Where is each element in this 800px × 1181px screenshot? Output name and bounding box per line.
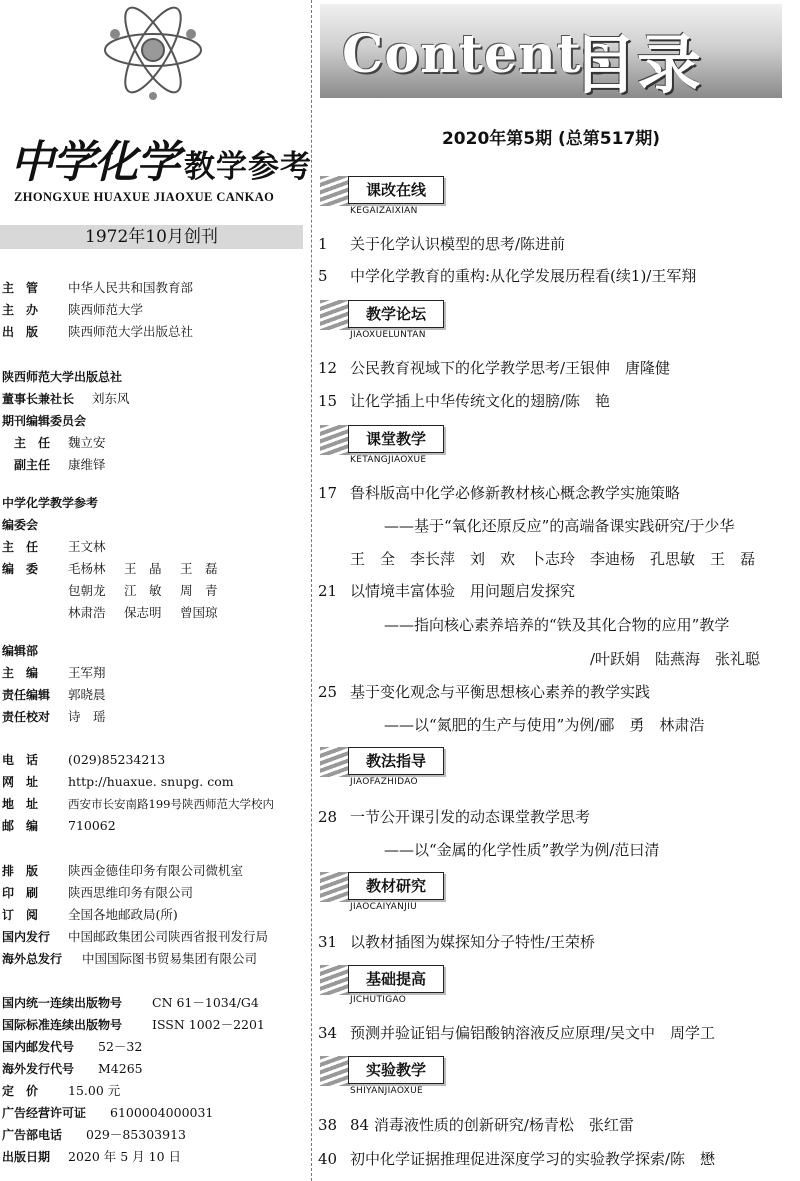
info-value: 陕西师范大学: [68, 302, 144, 317]
page-number: 5: [318, 267, 328, 285]
member-name: 林肃浩: [68, 605, 106, 620]
member-name: 江 敏: [124, 583, 162, 598]
info-key: 国内邮发代号: [2, 1040, 75, 1054]
contact-block: [2, 749, 274, 837]
editorial-block: [2, 640, 106, 728]
toc-entry[interactable]: [318, 233, 565, 254]
member-name: 包朝龙: [68, 583, 106, 598]
info-value: 魏立安: [68, 435, 106, 450]
info-key: 定 价: [2, 1084, 39, 1098]
info-value: 6100004000031: [110, 1105, 214, 1120]
masthead-column: [0, 0, 312, 1181]
info-key: 董事长兼社长: [2, 392, 75, 406]
info-key: 责任编辑: [2, 688, 51, 702]
entry-title: 基于变化观念与平衡思想核心素养的教学实践: [350, 683, 651, 701]
info-key: 主 管: [2, 281, 39, 295]
member-name: 王 磊: [180, 561, 218, 576]
stripe-icon: [320, 965, 350, 995]
entry-title: 中学化学教育的重构:从化学发展历程看(续1)/王军翔: [350, 267, 697, 285]
logo-print: 教学参考: [184, 149, 312, 185]
entry-subtitle: ——基于“氧化还原反应”的高端备课实践研究/于少华: [384, 517, 735, 535]
info-key: 地 址: [2, 797, 39, 811]
contents-banner: [320, 4, 782, 103]
info-key: 广告部电话: [2, 1128, 63, 1142]
info-key: 广告经营许可证: [2, 1106, 87, 1120]
page-number: 38: [318, 1116, 338, 1134]
section-title: 教法指导: [348, 747, 444, 775]
toc-entry[interactable]: [318, 482, 680, 503]
section-pinyin: JIAOCAIYANJIU: [350, 902, 417, 912]
info-value: 15.00 元: [68, 1083, 121, 1098]
editorial-heading: 编辑部: [2, 644, 39, 658]
page-number: 34: [318, 1024, 338, 1042]
printing-block: [2, 860, 268, 970]
page-number: 28: [318, 808, 338, 826]
info-key: 主 编: [2, 666, 39, 680]
toc-entry[interactable]: [318, 357, 670, 378]
info-key: 印 刷: [2, 886, 39, 900]
entry-title: 关于化学认识模型的思考/陈进前: [350, 235, 566, 253]
board-block: [2, 492, 236, 624]
info-key: 主 办: [2, 303, 39, 317]
info-key: 邮 编: [2, 819, 39, 833]
member-name: 毛杨林: [68, 561, 106, 576]
info-key: 海外发行代号: [2, 1062, 75, 1076]
section-pinyin: KETANGJIAOXUE: [350, 455, 427, 465]
page-number: 21: [318, 582, 338, 600]
page-number: 31: [318, 933, 338, 951]
press-block: [2, 366, 130, 476]
info-value: http://huaxue. snupg. com: [68, 774, 234, 789]
section-header: [318, 176, 518, 220]
page-number: 15: [318, 392, 338, 410]
section-header: [318, 965, 518, 1009]
section-pinyin: SHIYANJIAOXUE: [350, 1086, 423, 1096]
entry-title: 鲁科版高中化学必修新教材核心概念教学实施策略: [350, 484, 681, 502]
page-number: 40: [318, 1150, 338, 1168]
member-name: 王 晶: [124, 561, 162, 576]
info-value: 郭晓晨: [68, 687, 106, 702]
info-value: 中国国际图书贸易集团有限公司: [82, 951, 258, 966]
contents-title-cn: 目录: [573, 29, 701, 103]
toc-entry[interactable]: [318, 806, 590, 827]
info-value: 中国邮政集团公司陕西省报刊发行局: [68, 929, 269, 944]
section-title: 基础提高: [348, 965, 444, 993]
stripe-icon: [320, 300, 350, 330]
logo-english: ZHONGXUE HUAXUE JIAOXUE CANKAO: [14, 190, 275, 204]
member-name: 周 青: [180, 583, 218, 598]
info-key: 编 委: [2, 562, 39, 576]
toc-entry[interactable]: [318, 931, 595, 952]
info-value: 029－85303913: [86, 1127, 186, 1142]
info-value: 中华人民共和国教育部: [68, 280, 194, 295]
info-value: (029)85234213: [68, 752, 166, 767]
info-key: 副主任: [14, 458, 51, 472]
info-key: 主 任: [14, 436, 51, 450]
info-value: 王军翔: [68, 665, 106, 680]
section-title: 教材研究: [348, 872, 444, 900]
stripe-icon: [320, 872, 350, 902]
entry-subtitle: ——以“氮肥的生产与使用”为例/郦 勇 林肃浩: [384, 716, 705, 734]
column-divider: [311, 0, 312, 1181]
toc-entry[interactable]: [318, 265, 696, 286]
info-value: 全国各地邮政局(所): [68, 907, 178, 922]
info-value: 52－32: [98, 1039, 143, 1054]
section-title: 实验教学: [348, 1056, 444, 1084]
entry-authors: 王 全 李长萍 刘 欢 卜志玲 李迪杨 孔思敏 王 磊: [350, 550, 756, 568]
entry-subtitle: ——指向核心素养培养的“铁及其化合物的应用”教学: [384, 616, 730, 634]
entry-title: 让化学插上中华传统文化的翅膀/陈 艳: [350, 392, 611, 410]
entry-title: 预测并验证铝与偏铝酸钠溶液反应原理/吴文中 周学工: [350, 1024, 716, 1042]
section-pinyin: KEGAIZAIXIAN: [350, 206, 418, 216]
toc-entry[interactable]: [318, 1114, 634, 1135]
info-value: 西安市长安南路199号陕西师范大学校内: [68, 797, 274, 811]
section-header: [318, 872, 518, 916]
toc-entry[interactable]: [318, 681, 650, 702]
info-value: 710062: [68, 818, 116, 833]
entry-title: 84 消毒液性质的创新研究/杨青松 张红雷: [350, 1116, 634, 1134]
section-title: 课改在线: [348, 176, 444, 204]
info-key: 订 阅: [2, 908, 39, 922]
info-key: 国内统一连续出版物号: [2, 996, 123, 1010]
info-value: 诗 瑶: [68, 709, 106, 724]
entry-subtitle: ——以“金属的化学性质”教学为例/范曰清: [384, 841, 660, 859]
info-value: M4265: [98, 1061, 143, 1076]
section-header: [318, 300, 518, 344]
entry-title: 以情境丰富体验 用问题启发探究: [350, 582, 576, 600]
section-header: [318, 747, 518, 791]
info-key: 电 话: [2, 753, 39, 767]
section-header: [318, 425, 518, 469]
journal-logo: [10, 126, 312, 190]
section-title: 课堂教学: [348, 425, 444, 453]
page-number: 12: [318, 359, 338, 377]
journal-heading: 中学化学教学参考: [2, 496, 99, 510]
info-value: 2020 年 5 月 10 日: [68, 1149, 182, 1164]
logo-script: 中学化学: [10, 137, 178, 188]
page-number: 1: [318, 235, 328, 253]
info-key: 国际标准连续出版物号: [2, 1018, 123, 1032]
info-value: 康维铎: [68, 457, 106, 472]
entry-title: 一节公开课引发的动态课堂教学思考: [350, 808, 591, 826]
section-pinyin: JIAOXUELUNTAN: [350, 330, 426, 340]
info-value: ISSN 1002－2201: [152, 1017, 265, 1032]
info-value: 王文林: [68, 539, 106, 554]
section-header: [318, 1056, 518, 1100]
info-key: 出版日期: [2, 1150, 51, 1164]
info-value: CN 61－1034/G4: [152, 995, 259, 1010]
toc-entry[interactable]: [318, 390, 610, 411]
info-key: 海外总发行: [2, 952, 63, 966]
toc-entry[interactable]: [318, 1148, 715, 1169]
member-name: 保志明: [124, 605, 162, 620]
toc-entry[interactable]: [318, 1022, 715, 1043]
info-value: 刘东风: [92, 391, 130, 406]
stripe-icon: [320, 176, 350, 206]
info-key: 网 址: [2, 775, 39, 789]
page-number: 17: [318, 484, 338, 502]
member-name: 曾国琼: [180, 605, 218, 620]
info-key: 主 任: [2, 540, 39, 554]
info-key: 排 版: [2, 864, 39, 878]
entry-title: 公民教育视域下的化学教学思考/王银伸 唐隆健: [350, 359, 671, 377]
board-heading: 编委会: [2, 518, 39, 532]
stripe-icon: [320, 1056, 350, 1086]
info-value: 陕西金德佳印务有限公司微机室: [68, 863, 244, 878]
press-heading: 陕西师范大学出版总社: [2, 370, 123, 384]
section-title: 教学论坛: [348, 300, 444, 328]
stripe-icon: [320, 425, 350, 455]
info-key: 责任校对: [2, 710, 51, 724]
page-number: 25: [318, 683, 338, 701]
codes-block: [2, 992, 265, 1168]
entry-title: 初中化学证据推理促进深度学习的实验教学探索/陈 懋: [350, 1150, 716, 1168]
entry-title: 以教材插图为媒探知分子特性/王荣桥: [350, 933, 596, 951]
committee-heading: 期刊编辑委员会: [2, 414, 87, 428]
section-pinyin: JIAOFAZHIDAO: [350, 777, 418, 787]
issue-number: 2020年第5期 (总第517期): [441, 129, 661, 149]
entry-authors: /叶跃娟 陆燕海 张礼聪: [590, 650, 761, 668]
toc-entry[interactable]: [318, 580, 575, 601]
founded-banner: 1972年10月创刊: [0, 225, 303, 249]
info-value: 陕西师范大学出版总社: [68, 324, 194, 339]
info-key: 出 版: [2, 325, 39, 339]
stripe-icon: [320, 747, 350, 777]
atom-icon: [98, 0, 208, 100]
info-value: 陕西思维印务有限公司: [68, 885, 194, 900]
info-key: 国内发行: [2, 930, 51, 944]
section-pinyin: JICHUTIGAO: [350, 995, 407, 1005]
contents-title-en: Contents: [342, 24, 613, 85]
publisher-block: [2, 277, 193, 343]
